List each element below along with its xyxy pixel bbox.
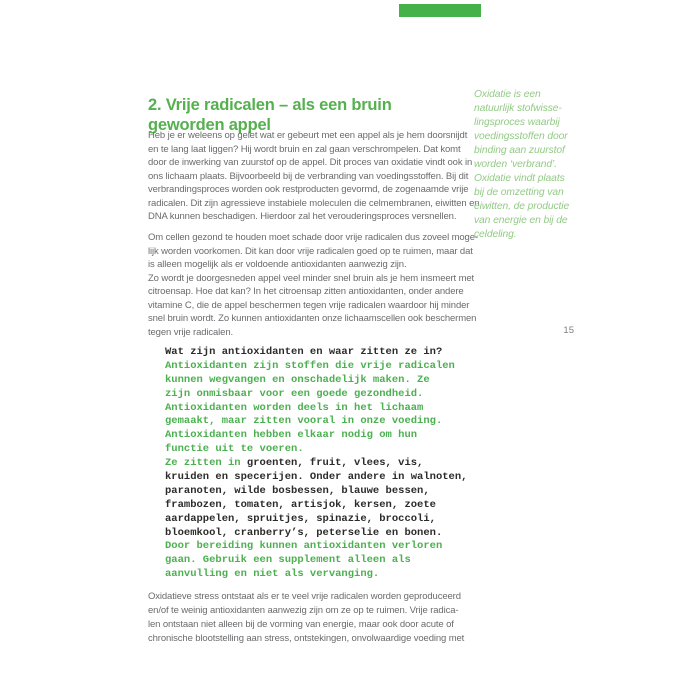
paragraph-line: Zo wordt je doorgesneden appel veel minder snel bruin als je hem insmeert met	[148, 272, 475, 284]
info-box-line	[165, 374, 467, 388]
paragraph-line: DNA kunnen beschadigen. Hierdoor zal het verouderingsproces versnellen.	[148, 211, 457, 222]
margin-note-line: Oxidatie is een	[474, 89, 541, 100]
paragraph-line: vitamine C, die de appel beschermen tegen vrije radicalen waardoor hij minder	[148, 299, 470, 311]
paragraph-line: Om cellen gezond te houden moet schade door vrije radicalen dus zoveel moge-	[148, 232, 478, 243]
info-box-text-segment: aanvulling en niet als vervanging.	[165, 568, 380, 581]
paragraph-line: Oxidatieve stress ontstaat als er te veel vrije radicalen worden geproduceerd	[148, 591, 461, 602]
info-box-text-segment: frambozen, tomaten, artisjok, kersen, zoete	[165, 498, 436, 511]
info-box-line	[165, 360, 467, 374]
paragraph-line: door de inwerking van zuurstof op de appel. Dit proces van oxidatie vindt ook in	[148, 157, 473, 168]
paragraph-line: en te lang laat liggen? Hij wordt bruin en zal gaan verschrompelen. Dat komt	[148, 143, 461, 155]
info-box-line	[165, 388, 467, 402]
paragraph-line: Heb je er weleens op gelet wat er gebeurt met een appel als je hem doorsnijdt	[148, 130, 468, 141]
paragraph-line: radicalen. Dit zijn agressieve instabiele moleculen die celmembranen, eiwitten en	[148, 197, 480, 209]
paragraph-line: lijk worden voorkomen. Dit kan door vrije radicalen goed op te ruimen, maar dat	[148, 245, 473, 257]
info-box-text-segment: groenten, fruit, vlees, vis,	[246, 457, 424, 470]
margin-note-line: voedingsstoffen door	[474, 131, 568, 142]
info-box-line	[165, 457, 467, 471]
info-box-line	[165, 415, 467, 429]
margin-note-line: lingsproces waarbij	[474, 117, 560, 128]
margin-note-line: eiwitten, de productie	[474, 201, 570, 212]
info-box-text-segment: gaan. Gebruik een supplement alleen als	[165, 554, 411, 567]
paragraph-line: verbrandingsproces worden ook restproducten gevormd, de zogenaamde vrije	[148, 184, 469, 195]
info-box-text-segment: zijn onmisbaar voor een goede gezondheid.	[165, 387, 424, 400]
info-box-line	[165, 471, 467, 485]
info-box-text-segment: aardappelen, spruitjes, spinazie, broccoli,	[165, 512, 436, 525]
info-box-line	[165, 527, 467, 541]
info-box-line	[165, 485, 467, 499]
info-box-text-segment: Antioxidanten worden deels in het lichaam	[165, 401, 424, 414]
paragraph-line: tegen vrije radicalen.	[148, 326, 234, 338]
body-paragraph-intro	[148, 129, 479, 224]
margin-note-line: bij de omzetting van	[474, 187, 564, 198]
paragraph-line: snel bruin wordt. Zo kunnen antioxidanten onze lichaamscellen ook beschermen	[148, 313, 477, 324]
info-box-text-segment: Wat zijn antioxidanten en waar zitten ze in?	[165, 346, 443, 358]
info-box-line	[165, 346, 467, 360]
info-box-text-segment: Ze zitten in	[165, 457, 247, 470]
info-box-text-segment: functie uit te voeren.	[165, 443, 304, 456]
info-box-line	[165, 429, 467, 443]
margin-note-line: binding aan zuurstof	[474, 145, 565, 156]
paragraph-line: en/of te weinig antioxidanten aanwezig zijn om ze op te ruimen. Vrije radica-	[148, 605, 459, 616]
info-box-text-segment: Door bereiding kunnen antioxidanten verloren	[165, 540, 443, 553]
body-paragraph-antioxidants	[148, 231, 478, 339]
margin-note-line: worden ‘verbrand’.	[474, 159, 557, 170]
info-box-text-segment: Antioxidanten zijn stoffen die vrije radicalen	[165, 359, 455, 372]
info-box-text-segment: kruiden en specerijen. Onder andere in walnoten,	[165, 471, 468, 484]
info-box-line	[165, 443, 467, 457]
info-box-antioxidants	[165, 346, 467, 582]
paragraph-line: citroensap. Hoe dat kan? In het citroensap zitten antioxidanten, onder andere	[148, 286, 464, 297]
body-paragraph-oxidative-stress	[148, 590, 464, 646]
paragraph-line: is alleen mogelijk als er voldoende antioxidanten aanwezig zijn.	[148, 259, 407, 270]
margin-note-line: natuurlijk stofwisse-	[474, 103, 562, 114]
info-box-text-segment: gemaakt, maar zitten vooral in onze voeding.	[165, 415, 443, 428]
paragraph-line: chronische blootstelling aan stress, ontstekingen, onvolwaardige voeding met	[148, 633, 465, 644]
info-box-line	[165, 554, 467, 568]
info-box-text-segment: Antioxidanten hebben elkaar nodig om hun	[165, 429, 418, 442]
info-box-line	[165, 568, 467, 582]
margin-note-line: Oxidatie vindt plaats	[474, 173, 565, 184]
info-box-line	[165, 513, 467, 527]
info-box-text-segment: kunnen wegvangen en onschadelijk maken. Ze	[165, 373, 430, 386]
paragraph-line: ons lichaam plaats. Bijvoorbeeld bij de verbranding van voedingsstoffen. Bij dit	[148, 170, 469, 182]
margin-note-line: celdeling.	[474, 229, 517, 240]
chapter-tab-marker	[399, 4, 481, 17]
info-box-text-segment: bloemkool, cranberry’s, peterselie en bonen.	[165, 526, 443, 539]
info-box-line	[165, 540, 467, 554]
chapter-title: 2. Vrije radicalen – als een bruin geworden appel	[148, 96, 392, 135]
info-box-text-segment: paranoten, wilde bosbessen, blauwe bessen,	[165, 484, 430, 497]
info-box-line	[165, 402, 467, 416]
margin-note-line: van energie en bij de	[474, 215, 568, 226]
info-box-line	[165, 499, 467, 513]
paragraph-line: len ontstaan niet alleen bij de vorming van energie, maar ook door acute of	[148, 619, 454, 630]
sidebar-margin-note	[474, 88, 569, 242]
page-number: 15	[563, 325, 574, 336]
